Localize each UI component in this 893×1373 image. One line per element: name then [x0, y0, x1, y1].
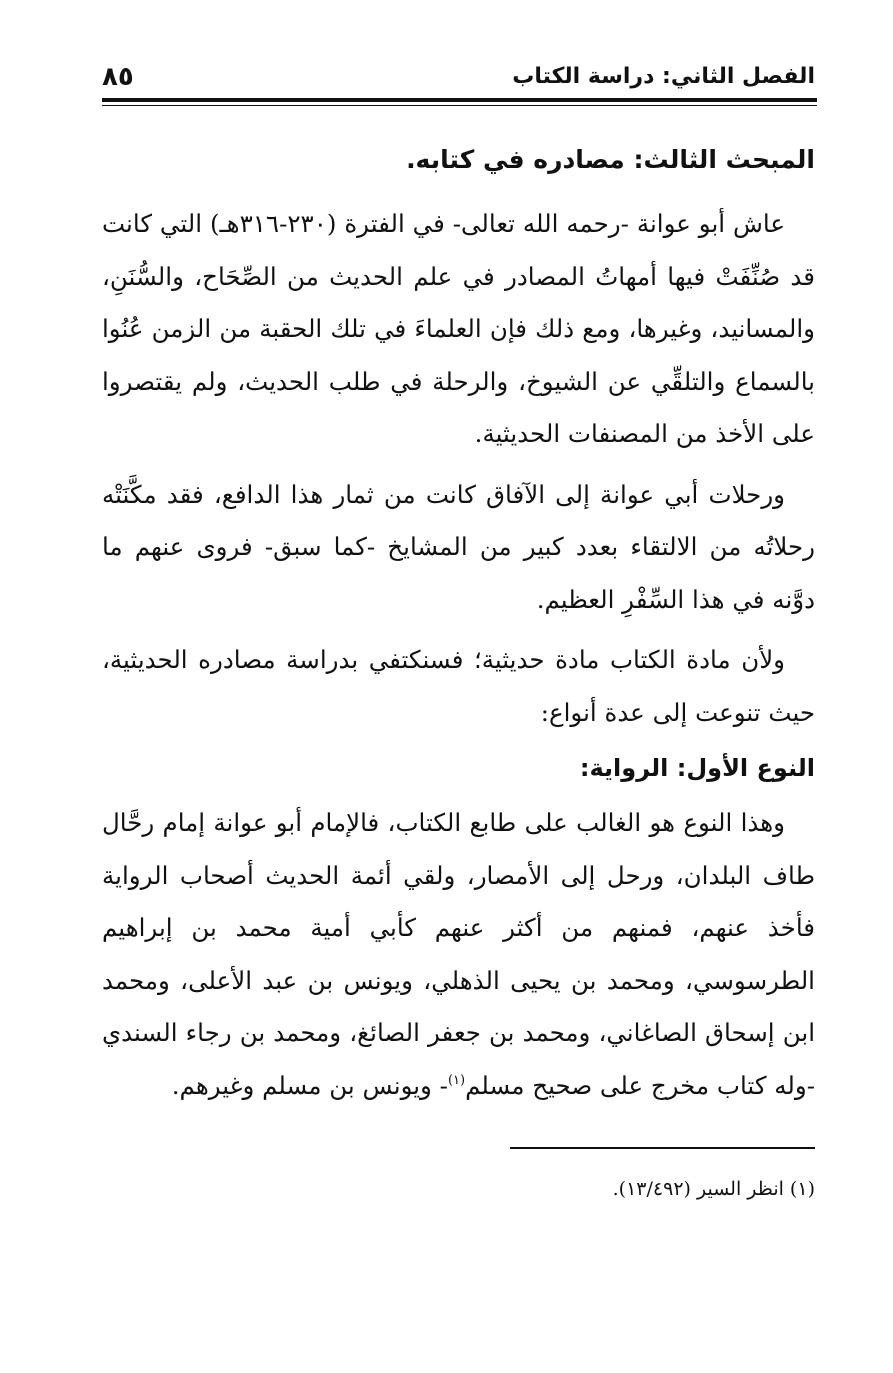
paragraph-2: ورحلات أبي عوانة إلى الآفاق كانت من ثمار هذا الدافع، فقد مكَّنَتْه رحلاتُه من الالتقاء بعدد كبير من المشايخ -كما سبق- فروى عنهم ما دوَّنه في هذا السِّفْرِ العظيم. — [102, 479, 815, 614]
paragraph-3: ولأن مادة الكتاب مادة حديثية؛ فسنكتفي بدراسة مصادره الحديثية، حيث تنوعت إلى عدة أنواع: — [102, 645, 815, 727]
footnote-ref-mark[interactable]: (١) — [447, 1072, 466, 1088]
main-content — [102, 140, 815, 1112]
paragraph-gap — [102, 461, 815, 469]
paragraph-1: عاش أبو عوانة -رحمه الله تعالى- في الفترة (٢٣٠-٣١٦هـ) التي كانت قد صُنِّفَتْ فيها أمهاتُ المصادر في علم الحديث من الصِّحَاح، والسُّنَنِ، والمسانيد، وغيرها، ومع ذلك فإن العلماءَ في تلك الحقبة من الزمن عُنُوا بالسماع والتلقِّي عن الشيوخ، والرحلة في طلب الحديث، ولم يقتصروا على الأخذ من المصنفات الحديثية. — [102, 209, 815, 448]
subheading-first-type: النوع الأول: الرواية: — [579, 754, 815, 782]
running-title: الفصل الثاني: دراسة الكتاب — [512, 64, 815, 89]
header-rule-thin — [102, 105, 817, 106]
page-number: ٨٥ — [102, 62, 134, 92]
section-heading: المبحث الثالث: مصادره في كتابه. — [406, 145, 815, 174]
page-header — [102, 62, 815, 102]
header-rule-thick — [102, 98, 817, 102]
paragraph-4-text-end: - ويونس بن مسلم وغيرهم. — [171, 1070, 448, 1100]
paragraph-4 — [102, 797, 815, 1112]
footnote-1: (١) انظر السير (١٣/٤٩٢). — [612, 1178, 815, 1200]
paragraph-4-text: وهذا النوع هو الغالب على طابع الكتاب، فالإمام أبو عوانة إمام رحَّال طاف البلدان، ورحل إلى الأمصار، ولقي أئمة الحديث أصحاب الرواية فأخذ عنهم، فمنهم من أكثر عنهم كأبي أمية محمد بن إبراهيم الطرسوسي، ومحمد بن يحيى الذهلي، ويونس بن عبد الأعلى، ومحمد ابن إسحاق الصاغاني، ومحمد بن جعفر الصائغ، ومحمد بن رجاء السندي -وله كتاب مخرج على صحيح مسلم — [102, 808, 815, 1100]
paragraph-gap — [102, 626, 815, 634]
footnote-separator — [510, 1147, 815, 1149]
